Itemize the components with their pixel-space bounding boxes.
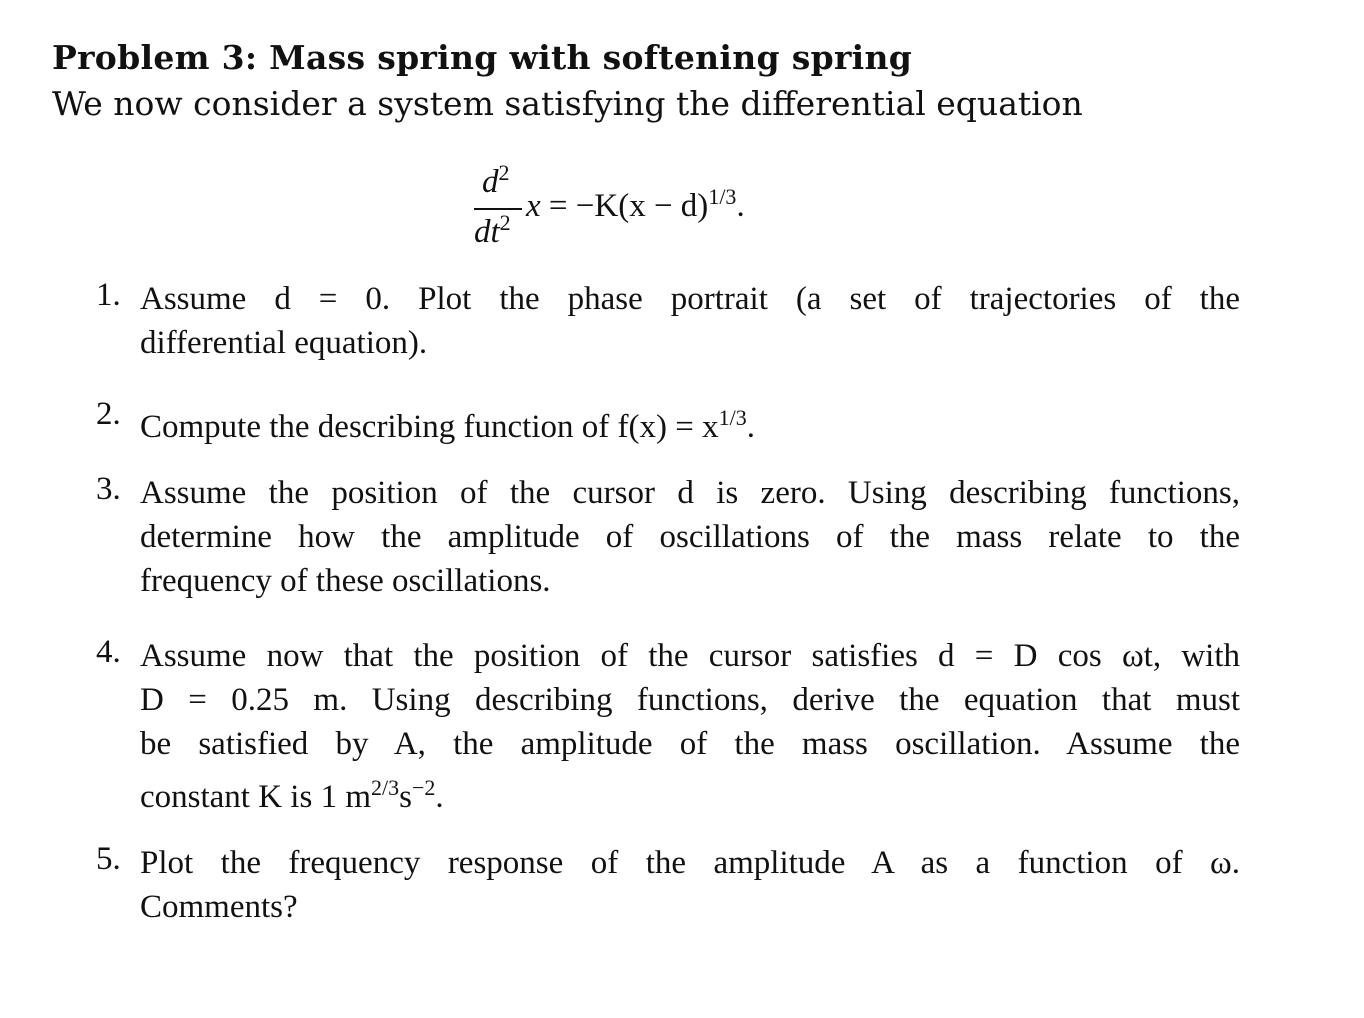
item-line: D = 0.25 m. Using describing functions, derive the equation that must xyxy=(140,682,1240,718)
item-body xyxy=(140,277,1240,365)
item-number: 5. xyxy=(96,841,121,877)
item-exponent: 1/3 xyxy=(718,405,747,430)
item-body xyxy=(140,471,1240,603)
item-line xyxy=(140,766,1240,819)
item-body xyxy=(140,396,1240,449)
equation-period: . xyxy=(736,188,745,224)
item-line: differential equation). xyxy=(140,325,428,361)
item-exponent: 2/3 xyxy=(370,775,400,800)
item-number: 4. xyxy=(96,634,121,670)
list-item xyxy=(96,396,1240,449)
item-line: Plot the frequency response of the amplitude A as a function of ω. xyxy=(140,845,1240,881)
list-item xyxy=(96,277,1240,365)
intro-text: We now consider a system satisfying the differential equation xyxy=(52,84,1083,123)
equation-rhs xyxy=(526,184,745,225)
denominator-var: dt xyxy=(474,214,500,250)
fraction-numerator xyxy=(482,160,510,201)
item-line xyxy=(140,396,1240,449)
list-item xyxy=(96,841,1240,929)
item-body xyxy=(140,634,1240,819)
item-line: frequency of these oscillations. xyxy=(140,563,551,599)
item-line: Assume d = 0. Plot the phase portrait (a set of trajectories of the xyxy=(140,281,1240,317)
item-text: constant K is 1 m xyxy=(140,779,371,815)
list-item xyxy=(96,471,1240,603)
item-line: determine how the amplitude of oscillations of the mass relate to the xyxy=(140,519,1240,555)
equation-variable: x xyxy=(526,188,541,224)
item-line: Assume the position of the cursor d is zero. Using describing functions, xyxy=(140,475,1240,511)
equation-exponent: 1/3 xyxy=(708,184,737,209)
item-line: Assume now that the position of the cursor satisfies d = D cos ωt, with xyxy=(140,638,1240,674)
item-line: be satisfied by A, the amplitude of the mass oscillation. Assume the xyxy=(140,726,1240,762)
equation-right-side: = −K(x − d) xyxy=(548,188,709,224)
item-text: s xyxy=(399,779,412,815)
differential-equation xyxy=(474,158,894,248)
fraction-denominator xyxy=(474,210,511,251)
item-exponent: −2 xyxy=(411,775,436,800)
item-number: 3. xyxy=(96,471,121,507)
numerator-var: d xyxy=(482,164,499,200)
item-body xyxy=(140,841,1240,929)
numerator-exponent: 2 xyxy=(498,160,510,185)
denominator-exponent: 2 xyxy=(499,210,511,235)
item-text-end: . xyxy=(746,409,755,445)
item-text: Compute the describing function of f(x) = x xyxy=(140,409,719,445)
item-line: Comments? xyxy=(140,889,298,925)
item-text-end: . xyxy=(435,779,444,815)
item-number: 2. xyxy=(96,396,121,432)
problem-heading: Problem 3: Mass spring with softening spring xyxy=(52,38,913,77)
item-number: 1. xyxy=(96,277,121,313)
list-item xyxy=(96,634,1240,819)
